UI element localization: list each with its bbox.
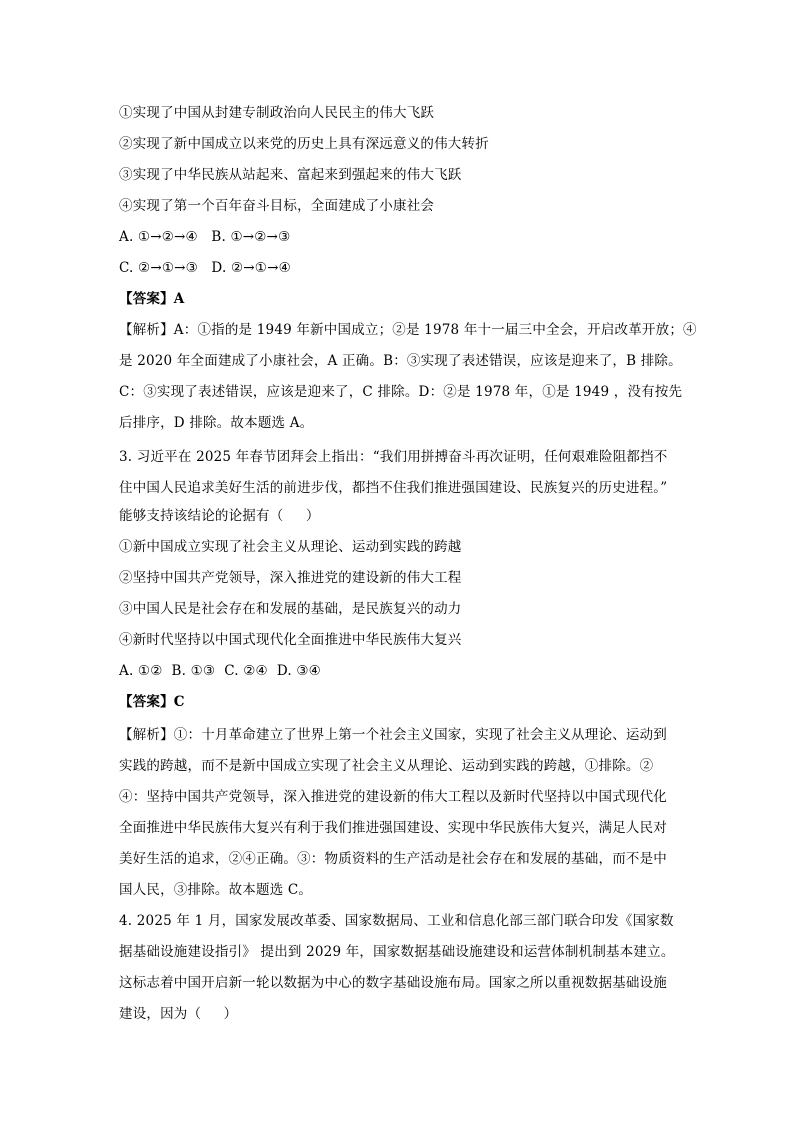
q2-analysis-line-2: 是 2020 年全面建成了小康社会，A 正确。B：③实现了表述错误，应该是迎来了，B 排除。	[119, 353, 682, 369]
q2-analysis-line-4: 后排序，D 排除。故本题选 A。	[119, 415, 314, 431]
q2-option-1: ①实现了中国从封建专制政治向人民民主的伟大飞跃	[119, 105, 435, 121]
q3-option-4: ④新时代坚持以中国式现代化全面推进中华民族伟大复兴	[119, 632, 462, 648]
q2-option-3: ③实现了中华民族从站起来、富起来到强起来的伟大飞跃	[119, 167, 462, 183]
q2-answer: 【答案】A	[119, 291, 185, 307]
q3-option-1: ①新中国成立实现了社会主义从理论、运动到实践的跨越	[119, 539, 462, 555]
q2-option-2: ②实现了新中国成立以来党的历史上具有深远意义的伟大转折	[119, 136, 489, 152]
q3-analysis-line-1: 【解析】①：十月革命建立了世界上第一个社会主义国家，实现了社会主义从理论、运动到	[119, 727, 667, 743]
q3-stem-line-3: 能够支持该结论的论据有（ ）	[119, 508, 320, 524]
q3-analysis-line-4: 全面推进中华民族伟大复兴有利于我们推进强国建设、实现中华民族伟大复兴，满足人民对	[119, 820, 667, 836]
q3-analysis-line-2: 实践的跨越，而不是新中国成立实现了社会主义从理论、运动到实践的跨越，①排除。②	[119, 758, 654, 774]
q2-analysis-line-1: 【解析】A：①指的是 1949 年新中国成立；②是 1978 年十一届三中全会，开启改革开放；④	[119, 322, 697, 338]
q2-option-4: ④实现了第一个百年奋斗目标，全面建成了小康社会	[119, 198, 435, 214]
q4-stem-line-3: 这标志着中国开启新一轮以数据为中心的数字基础设施布局。国家之所以重视数据基础设施	[119, 975, 667, 991]
q3-stem-line-1: 3. 习近平在 2025 年春节团拜会上指出：“我们用拼搏奋斗再次证明，任何艰难险阻都挡不	[119, 449, 668, 465]
q3-analysis-line-5: 美好生活的追求，②④正确。③：物质资料的生产活动是社会存在和发展的基础，而不是中	[119, 851, 667, 867]
q3-choices: A. ①② B. ①③ C. ②④ D. ③④	[119, 663, 321, 679]
q2-choices-cd: C. ②→①→③ D. ②→①→④	[119, 260, 291, 276]
q2-analysis-line-3: C：③实现了表述错误，应该是迎来了，C 排除。D：②是 1978 年，①是 1949 ，没有按先	[119, 384, 683, 400]
q2-choices-ab: A. ①→②→④ B. ①→②→③	[119, 229, 291, 245]
q4-stem-line-1: 4. 2025 年 1 月，国家发展改革委、国家数据局、工业和信息化部三部门联合印发《国家数	[119, 913, 674, 929]
q3-option-3: ③中国人民是社会存在和发展的基础，是民族复兴的动力	[119, 601, 462, 617]
q3-stem-line-2: 住中国人民追求美好生活的前进步伐，都挡不住我们推进强国建设、民族复兴的历史进程。”	[119, 480, 668, 496]
q3-analysis-line-6: 国人民，③排除。故本题选 C。	[119, 882, 313, 898]
q3-option-2: ②坚持中国共产党领导，深入推进党的建设新的伟大工程	[119, 570, 462, 586]
q4-stem-line-4: 建设，因为（ ）	[119, 1006, 238, 1022]
q4-stem-line-2: 据基础设施建设指引》 提出到 2029 年，国家数据基础设施建设和运营体制机制基本建立。	[119, 944, 675, 960]
q3-analysis-line-3: ④：坚持中国共产党领导，深入推进党的建设新的伟大工程以及新时代坚持以中国式现代化	[119, 789, 667, 805]
q3-answer: 【答案】C	[119, 694, 185, 710]
